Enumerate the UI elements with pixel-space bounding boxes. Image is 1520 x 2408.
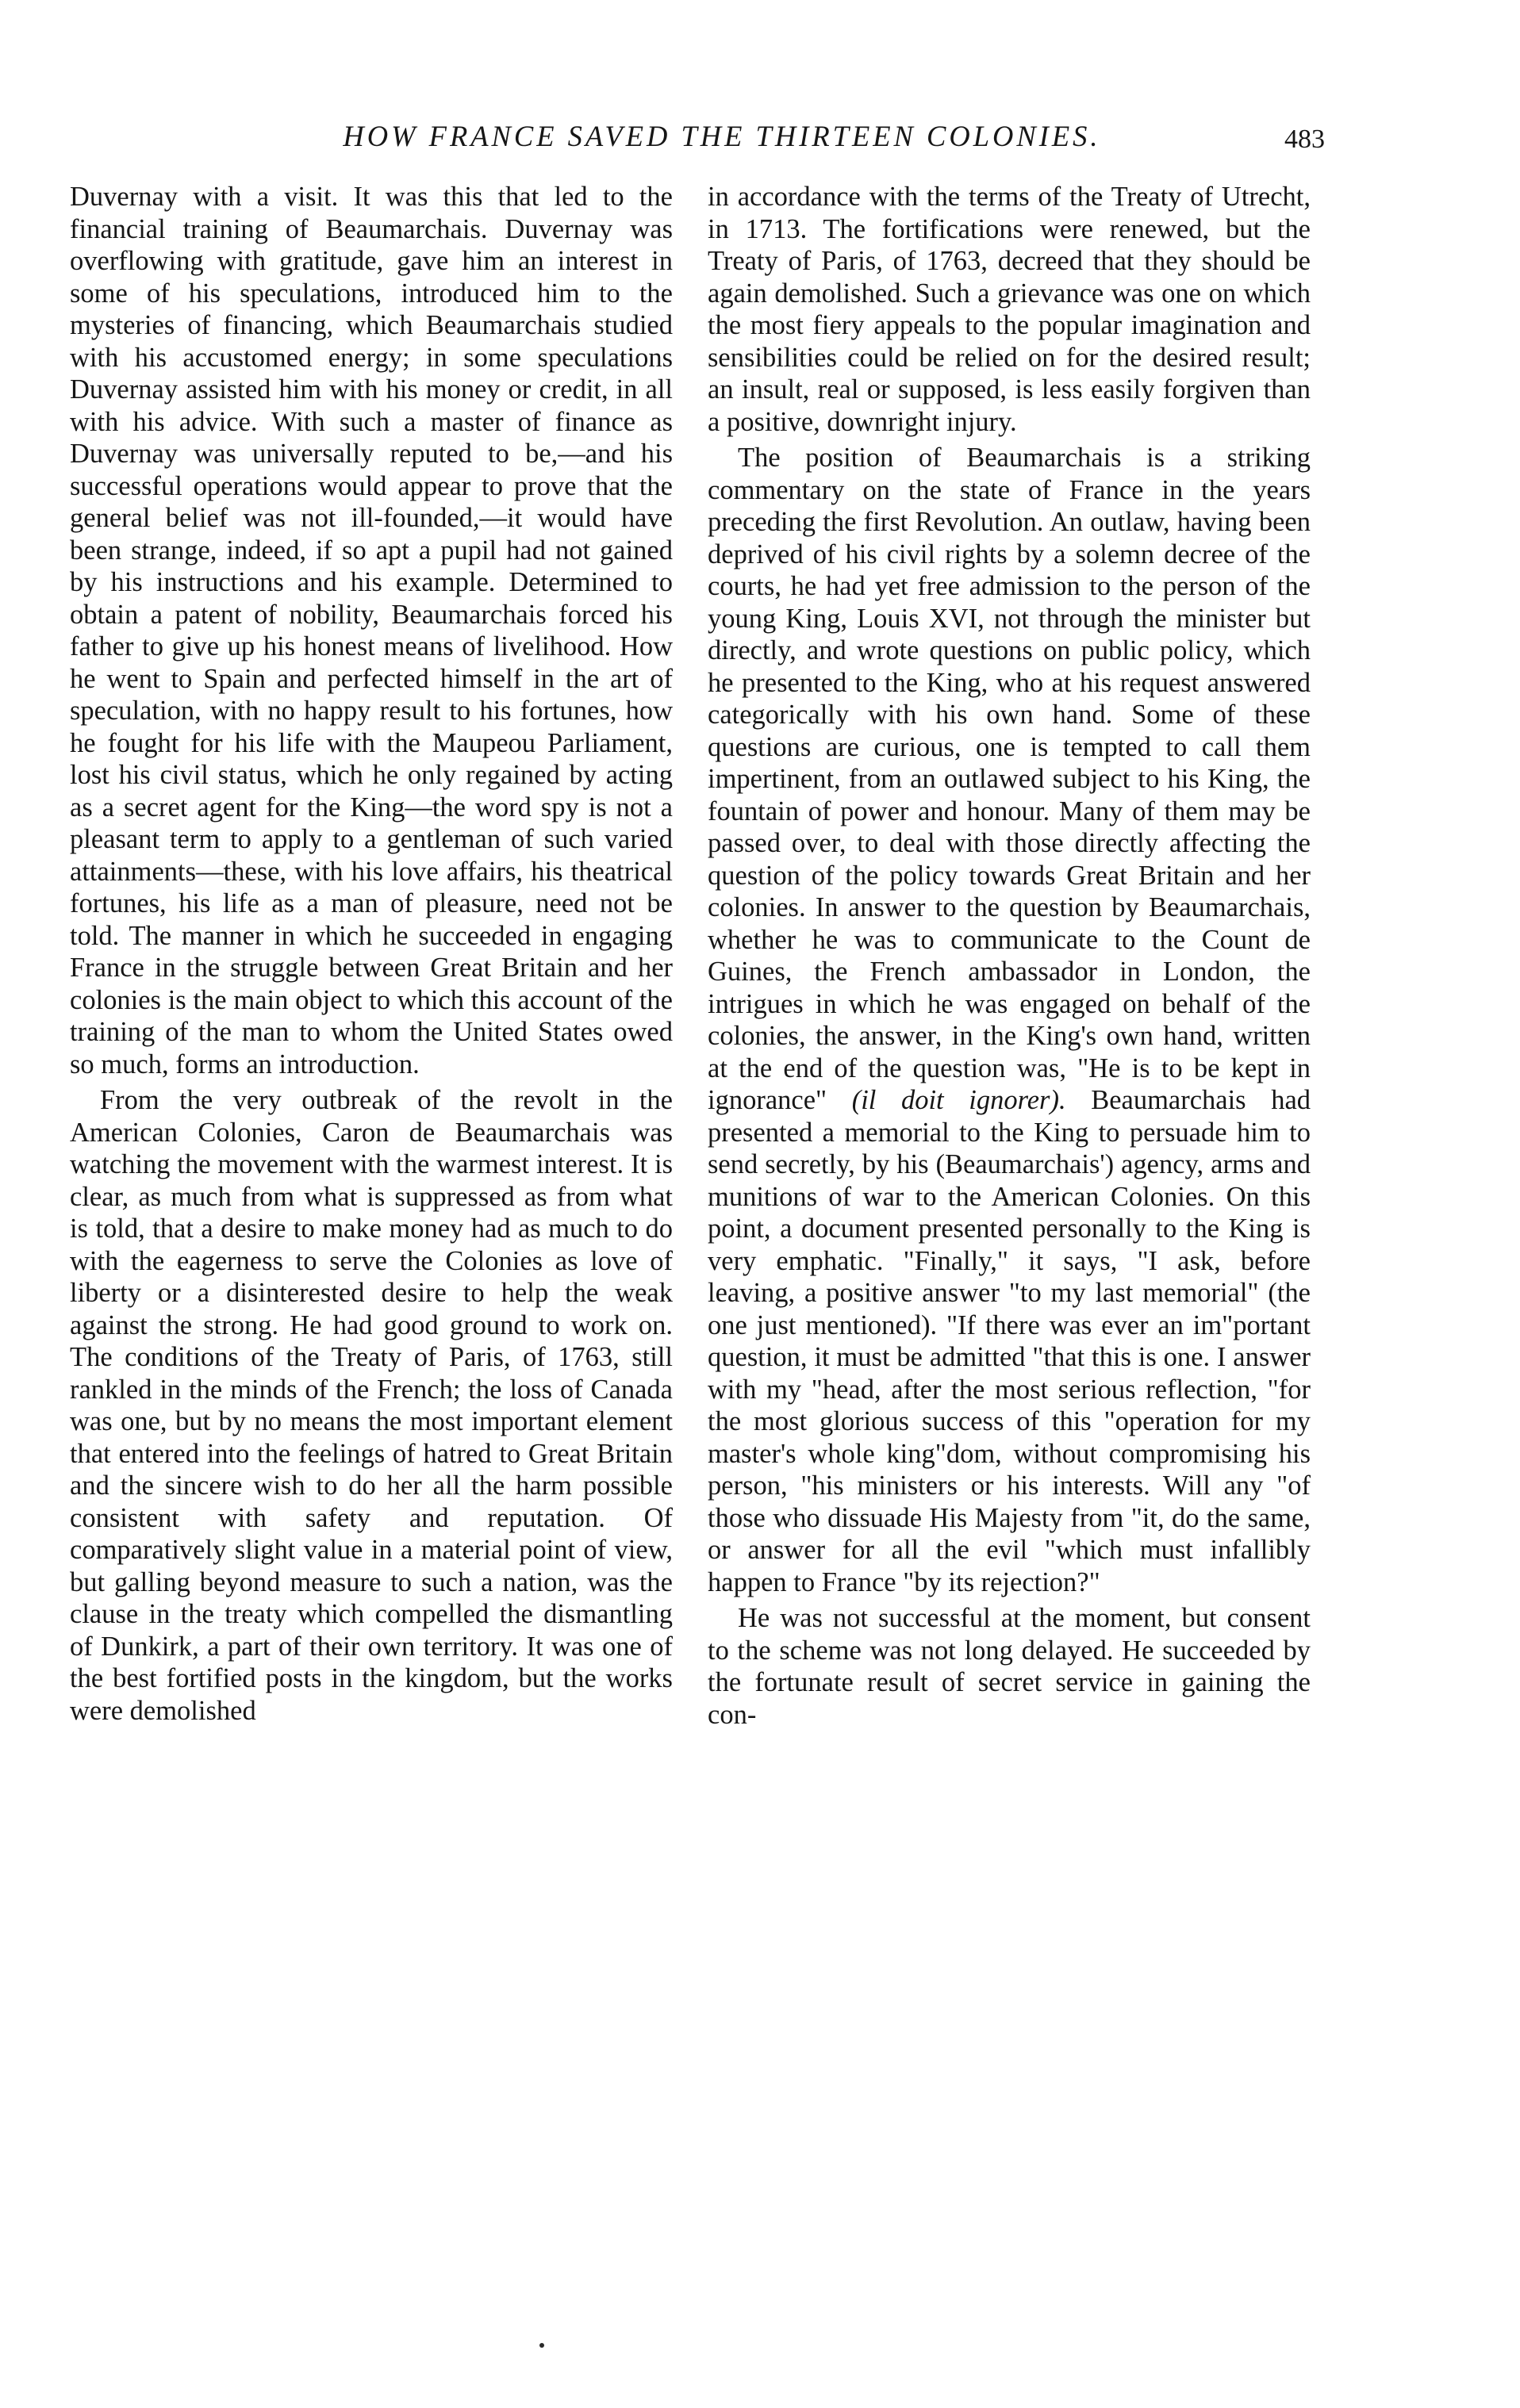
stray-ink-mark: [539, 2343, 544, 2348]
paragraph: Duvernay with a visit. It was this that led to the financial training of Beaumarchais. Duvernay was overflowing with gratitude, gave him an interest in some of his speculations, introduced him to the mysteries of financing, which Beaumarchais studied with his accustomed energy; in some speculations Duvernay assisted him with his money or credit, in all with his advice. With such a master of finance as Duvernay was universally reputed to be,—and his successful operations would appear to prove that the general belief was not ill-founded,—it would have been strange, indeed, if so apt a pupil had not gained by his instructions and his example. Determined to obtain a patent of nobility, Beaumarchais forced his father to give up his honest means of livelihood. How he went to Spain and perfected himself in the art of speculation, with no happy result to his fortunes, how he fought for his life with the Maupeou Parliament, lost his civil status, which he only regained by acting as a secret agent for the King—the word spy is not a pleasant term to apply to a gentleman of such varied attainments—these, with his love affairs, his theatrical fortunes, his life as a man of pleasure, need not be told. The manner in which he succeeded in engaging France in the struggle between Great Britain and her colonies is the main object to which this account of the training of the man to whom the United States owed so much, forms an introduction.: [70, 182, 673, 1079]
right-column: [708, 181, 1311, 1731]
paragraph: in accordance with the terms of the Treaty of Utrecht, in 1713. The fortifications were renewed, but the Treaty of Paris, of 1763, decreed that they should be again demolished. Such a grievance was one on which the most fiery appeals to the popular imagination and sensibilities could be relied on for the desired result; an insult, real or supposed, is less easily forgiven than a positive, downright injury.: [708, 182, 1311, 437]
paragraph-text: The position of Beaumarchais is a striking commentary on the state of France in the years preceding the first Revolution. An outlaw, having been deprived of his civil rights by a solemn decree of the courts, he had yet free admission to the person of the young King, Louis XVI, not through the minister but directly, and wrote questions on public policy, which he presented to the King, who at his request answered categorically with his own hand. Some of these questions are curious, one is tempted to call them impertinent, from an outlawed subject to his King, the fountain of power and honour. Many of them may be passed over, to deal with those directly affecting the question of the policy towards Great Britain and her colonies. In answer to the question by Beaumarchais, whether he was to communicate to the Count de Guines, the French ambassador in London, the intrigues in which he was engaged on behalf of the colonies, the answer, in the King's own hand, written at the end of the question was, "He is to be kept in ignorance": [708, 443, 1311, 1115]
left-column: [70, 181, 673, 1727]
paragraph: [708, 442, 1311, 1598]
paragraph: From the very outbreak of the revolt in the American Colonies, Caron de Beaumarchais was watching the movement with the warmest interest. It is clear, as much from what is suppressed as from what is told, that a desire to make money had as much to do with the eagerness to serve the Colonies as love of liberty or a disinterested desire to help the weak against the strong. He had good ground to work on. The conditions of the Treaty of Paris, of 1763, still rankled in the minds of the French; the loss of Canada was one, but by no means the most important element that entered into the feelings of hatred to Great Britain and the sincere wish to do her all the harm possible consistent with safety and reputation. Of comparatively slight value in a material point of view, but galling beyond measure to such a nation, was the clause in the treaty which compelled the dismantling of Dunkirk, a part of their own territory. It was one of the best fortified posts in the kingdom, but the works were demolished: [70, 1085, 673, 1726]
paragraph-text: Beaumarchais had presented a memorial to the King to persuade him to send secretly, by his (Beaumarchais') agency, arms and munitions of war to the American Colonies. On this point, a document presented personally to the King is very emphatic. "Finally," it says, "I ask, before leaving, a positive answer "to my last memorial" (the one just mentioned). "If there was ever an im"portant question, it must be admitted "that this is one. I answer with my "head, after the most serious reflection, "for the most glorious success of this "operation for my master's whole king"dom, without compromising his person, "his ministers or his interests. Will any "of those who dissuade His Majesty from "it, do the same, or answer for all the evil "which must infallibly happen to France "by its rejection?": [708, 1085, 1311, 1597]
page-number: 483: [1284, 125, 1325, 154]
paragraph: He was not successful at the moment, but consent to the scheme was not long delayed. He succeeded by the fortunate result of secret service in gaining the con-: [708, 1603, 1311, 1730]
french-quote: (il doit ignorer).: [851, 1085, 1066, 1115]
running-title: HOW FRANCE SAVED THE THIRTEEN COLONIES.: [343, 120, 1101, 152]
